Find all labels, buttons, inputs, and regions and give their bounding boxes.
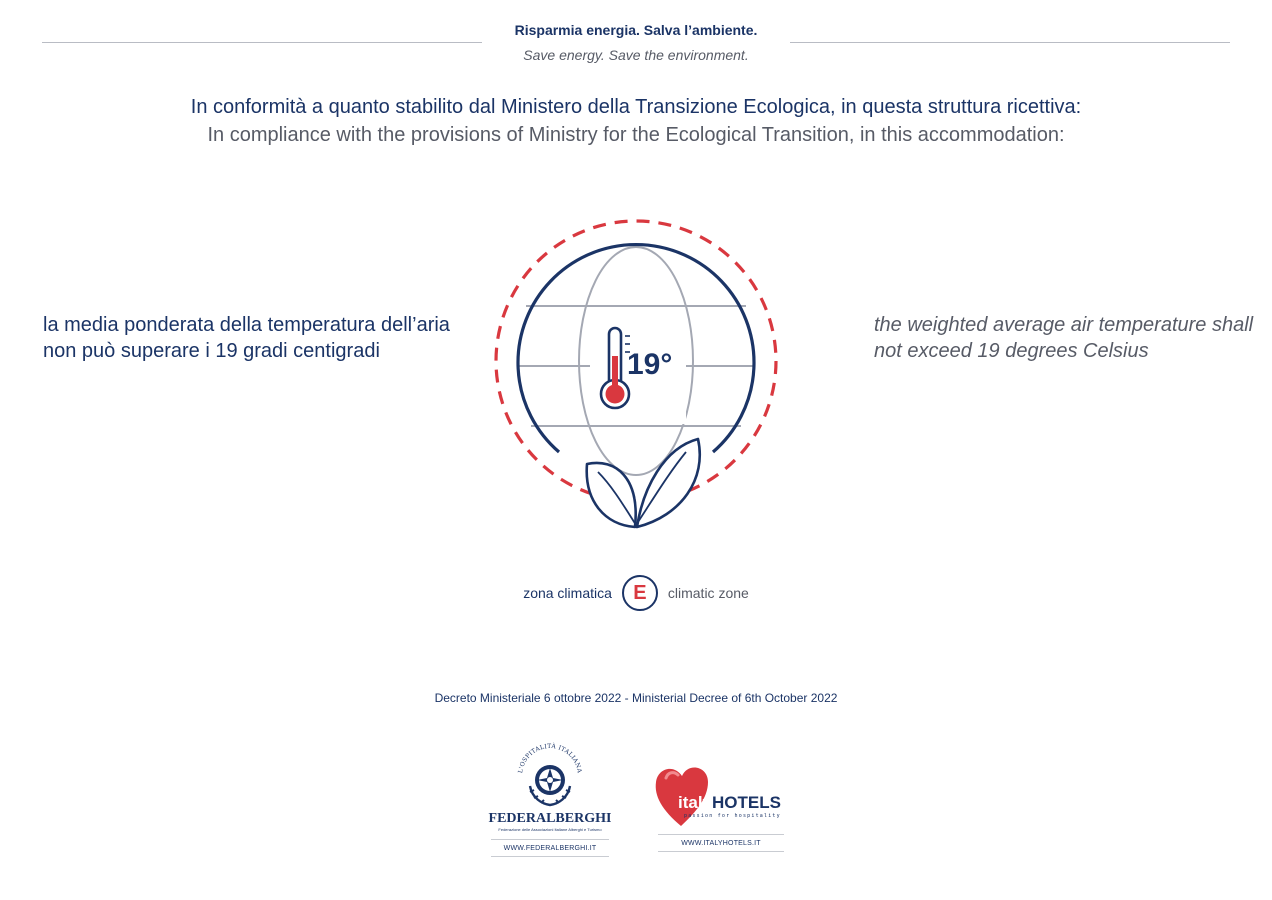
rule-text-it: la media ponderata della temperatura dell’aria non può superare i 19 gradi centigradi bbox=[43, 314, 450, 362]
federalberghi-url: WWW.FEDERALBERGHI.IT bbox=[503, 845, 597, 852]
globe-thermometer-leaf-icon bbox=[486, 216, 786, 536]
header-title-en: Save energy. Save the environment. bbox=[523, 47, 749, 63]
intro-en: In compliance with the provisions of Ministry for the Ecological Transition, in this accommodation: bbox=[207, 124, 1065, 146]
rule-text-en: the weighted average air temperature shall not exceed 19 degrees Celsius bbox=[874, 314, 1254, 362]
federalberghi-seal-icon bbox=[510, 738, 590, 810]
svg-text:L'OSPITALITÀ ITALIANA: L'OSPITALITÀ ITALIANA bbox=[517, 742, 583, 774]
italyhotels-url: WWW.ITALYHOTELS.IT bbox=[681, 840, 761, 847]
intro-it: In conformità a quanto stabilito dal Ministero della Transizione Ecologica, in questa struttura ricettiva: bbox=[190, 96, 1082, 118]
climatic-zone bbox=[0, 575, 1272, 611]
federalberghi-logo bbox=[485, 738, 615, 857]
italyhotels-name-prefix: italy bbox=[678, 793, 713, 812]
header-title-it: Risparmia energia. Salva l’ambiente. bbox=[514, 22, 758, 38]
italyhotels-name-suffix: HOTELS bbox=[712, 793, 781, 812]
zone-letter-badge: E bbox=[622, 575, 658, 611]
federalberghi-tagline: Federazione delle Associazioni Italiane Alberghi e Turismo bbox=[498, 827, 602, 832]
zone-label-it: zona climatica bbox=[523, 585, 612, 601]
header-rule-right bbox=[790, 42, 1230, 43]
header-rule-left bbox=[42, 42, 482, 43]
italyhotels-tagline: passion for hospitality bbox=[684, 813, 781, 819]
federalberghi-divider-bottom bbox=[491, 856, 609, 857]
italyhotels-logo bbox=[654, 762, 788, 852]
zone-label-en: climatic zone bbox=[667, 585, 749, 601]
federalberghi-name: FEDERALBERGHI bbox=[488, 811, 612, 826]
decree-reference: Decreto Ministeriale 6 ottobre 2022 - Ministerial Decree of 6th October 2022 bbox=[434, 691, 838, 705]
italyhotels-divider-bottom bbox=[658, 851, 784, 852]
temperature-value: 19° bbox=[627, 348, 673, 381]
